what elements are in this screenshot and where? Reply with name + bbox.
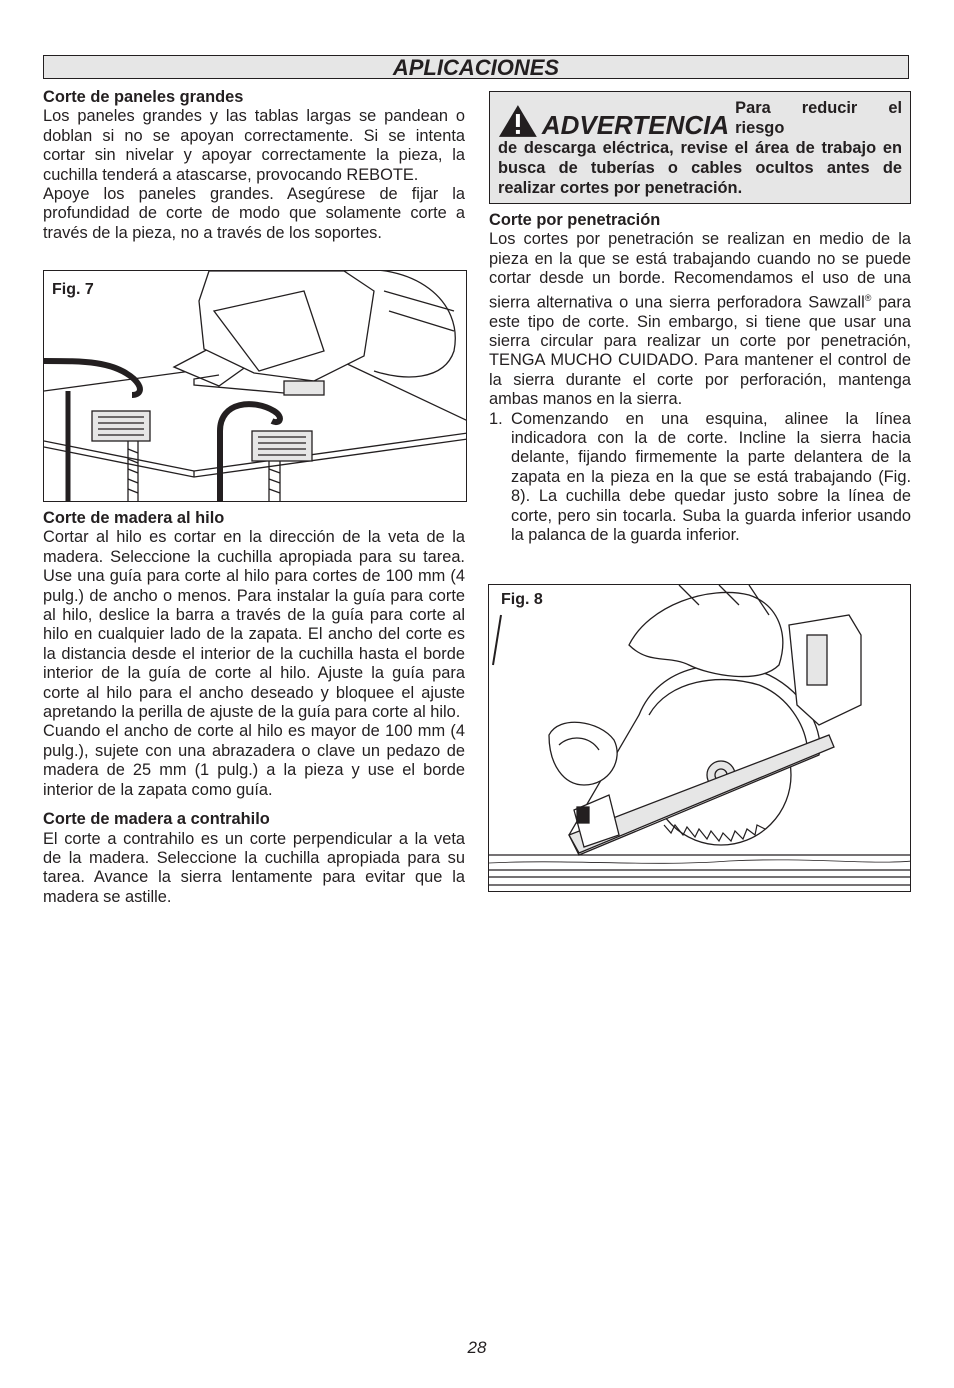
figure-8-illustration	[489, 585, 911, 892]
section-title: APLICACIONES	[43, 55, 909, 79]
heading-large-panels: Corte de paneles grandes	[43, 88, 244, 106]
left-column-bottom	[43, 509, 465, 907]
paragraph-plunge-cut	[489, 230, 911, 409]
step-1-text: Comenzando en una esquina, alinee la línea indicadora con la de corte. Incline la sierra hacia delante, fijando firmemente la parte delantera de la zapata en la pieza en la que se está trabajando (Fig. 8). La cuchilla debe quedar justo sobre la línea de corte, pero sin tocarla. Suba la guarda inferior usando la palanca de la guarda inferior.	[511, 409, 911, 544]
heading-rip-cut: Corte de madera al hilo	[43, 509, 225, 527]
paragraph-rip-cut-2: Cuando el ancho de corte al hilo es mayor de 100 mm (4 pulg.), sujete con una abrazadera o clave un pedazo de madera de 25 mm (1 pulg.) a la pieza y use el borde interior de la zapata como guía.	[43, 722, 465, 799]
warning-body: de descarga eléctrica, revise el área de trabajo en busca de tuberías o cables ocultos antes de realizar cortes por penetración.	[498, 139, 902, 197]
plunge-text-a: Los cortes por penetración se realizan en medio de la pieza en la que se está trabajando cuando no se puede cortar desde un borde. Recomendamos el uso de una sierra alternativa o una sierra perforadora Sawzall	[489, 230, 911, 312]
warning-triangle-icon	[498, 104, 538, 138]
paragraph-large-panels-2: Apoye los paneles grandes. Asegúrese de fijar la profundidad de corte de modo que solamente corte a través de la pieza, no a través de los soportes.	[43, 185, 465, 242]
warning-box	[489, 91, 911, 204]
figure-8-label: Fig. 8	[501, 591, 543, 608]
step-1-number: 1.	[489, 409, 503, 428]
paragraph-large-panels-1: Los paneles grandes y las tablas largas se pandean o doblan si no se apoyan correctamente. Si se intenta cortar sin nivelar y apoyar correctamente la pieza, la cuchilla tenderá a atascarse, provocando REBOTE.	[43, 107, 465, 184]
figure-7-label: Fig. 7	[52, 281, 94, 298]
warning-lead: Para reducir el riesgo	[735, 99, 902, 137]
right-column	[489, 211, 911, 545]
plunge-text-b: para este tipo de corte. Sin embargo, si tiene que usar una sierra circular para realizar un corte por penetración, TENGA MUCHO CUIDADO. Para mantener el control de la sierra durante el corte por perforación, mantenga ambas manos en la sierra.	[489, 293, 911, 409]
page-number: 28	[467, 1338, 487, 1357]
heading-plunge-cut: Corte por penetración	[489, 211, 661, 229]
heading-cross-cut: Corte de madera a contrahilo	[43, 810, 270, 829]
left-column-top	[43, 88, 465, 243]
figure-7-illustration	[44, 271, 467, 502]
registered-mark: ®	[864, 292, 872, 303]
figure-7	[43, 270, 467, 502]
warning-word: ADVERTENCIA	[541, 110, 730, 140]
figure-8	[488, 584, 911, 892]
step-1	[489, 410, 911, 546]
paragraph-cross-cut: El corte a contrahilo es un corte perpendicular a la veta de la madera. Seleccione la cuchilla apropiada para su tarea. Avance la sierra lentamente para evitar que la madera se astille.	[43, 829, 465, 906]
paragraph-rip-cut-1: Cortar al hilo es cortar en la dirección de la veta de la madera. Seleccione la cuchilla apropiada para su tarea. Use una guía para corte al hilo para cortes de 100 mm (4 pulg.) de ancho o menos. Para instalar la guía para corte al hilo, deslice la barra a través de la guía para corte al hilo en cualquier lado de la zapata. El ancho del corte es la distancia desde el interior de la cuchilla hasta el borde interior de la guía de corte al hilo. Ajuste la guía para corte al hilo para el ancho deseado y bloquee el ajuste apretando la perilla de ajuste de la guía para corte al hilo.	[43, 528, 465, 722]
